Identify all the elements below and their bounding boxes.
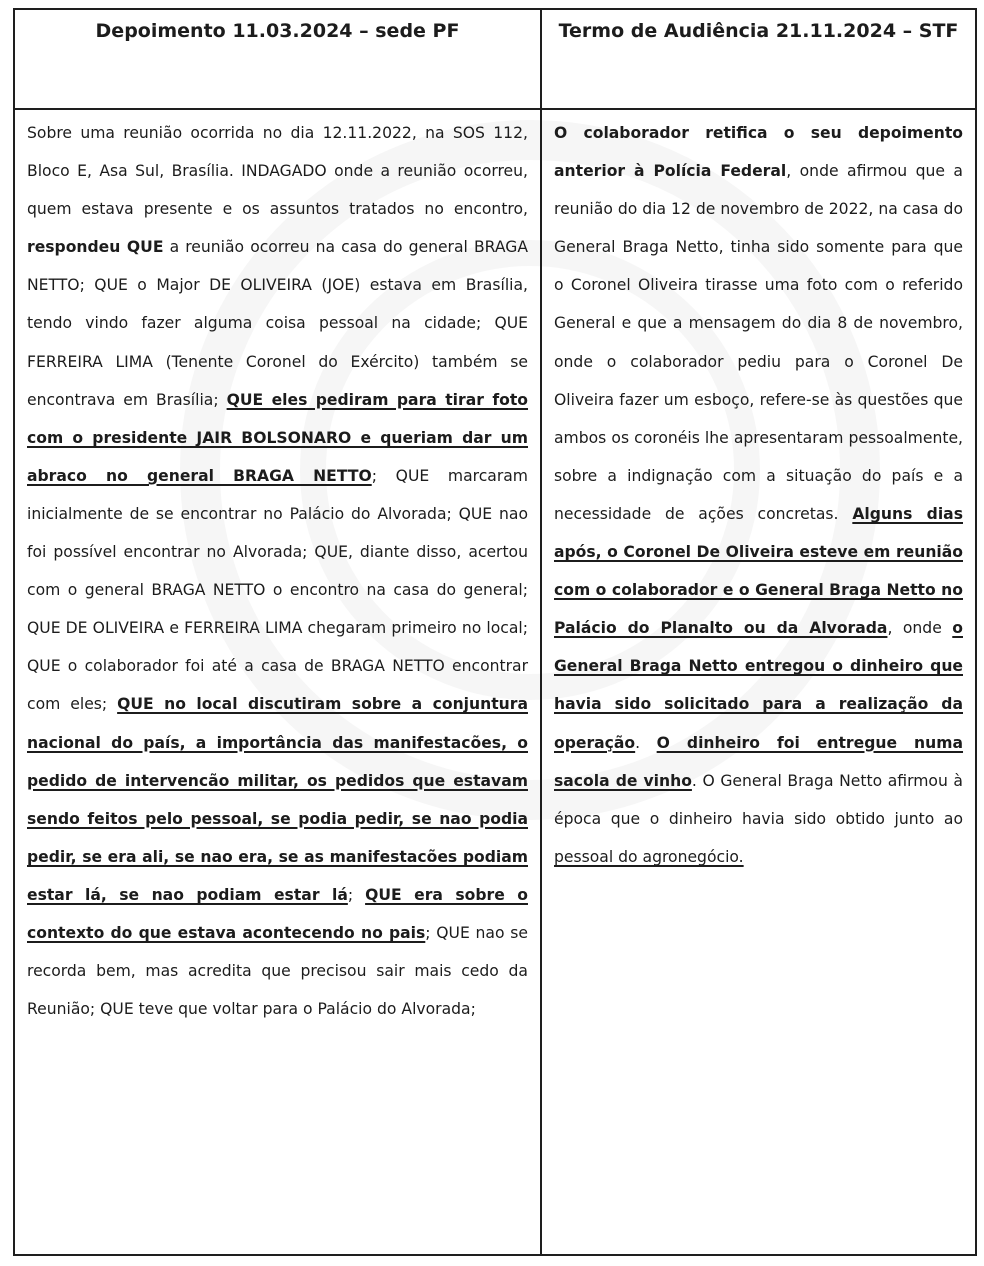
text-segment: ; QUE marcaram inicialmente de se encontrar no Palácio do Alvorada; QUE nao foi possível encontrar no Alvorada; QUE, diante disso, acertou com o general BRAGA NETTO o encontro na casa do general; QUE DE OLIVEIRA e FERREIRA LIMA chegaram primeiro no local; QUE o colaborador foi até a casa de BRAGA NETTO encontrar com eles; bbox=[27, 466, 528, 714]
header-left: Depoimento 11.03.2024 – sede PF bbox=[14, 9, 541, 109]
text-segment: . O General Braga Netto afirmou à época que o dinheiro havia sido obtido junto ao bbox=[554, 771, 963, 828]
text-segment: pessoal do agronegócio. bbox=[554, 847, 744, 866]
header-row bbox=[14, 9, 976, 109]
text-segment: ; QUE nao se recorda bem, mas acredita que precisou sair mais cedo da Reunião; QUE teve que voltar para o Palácio do Alvorada; bbox=[27, 923, 528, 1019]
right-paragraph bbox=[554, 114, 963, 876]
text-segment: a reunião ocorreu na casa do general BRAGA NETTO; QUE o Major DE OLIVEIRA (JOE) estava em Brasília, tendo vindo fazer alguma coisa pessoal na cidade; QUE FERREIRA LIMA (Tenente Coronel do Exército) também se encontrava em Brasília; bbox=[27, 238, 528, 409]
header-right: Termo de Audiência 21.11.2024 – STF bbox=[541, 9, 976, 109]
comparison-table bbox=[13, 8, 977, 1256]
text-segment: . bbox=[635, 733, 657, 752]
text-segment: ; bbox=[347, 885, 366, 904]
text-segment: O dinheiro foi entregue numa sacola de vinho bbox=[554, 733, 964, 790]
text-segment: , onde bbox=[887, 619, 953, 638]
text-segment: QUE eles pediram para tirar foto com o presidente JAIR BOLSONARO e queriam dar um abraco no general BRAGA NETTO bbox=[27, 390, 529, 485]
text-segment: o General Braga Netto entregou o dinheiro que havia sido solicitado para a realização da operação bbox=[554, 619, 963, 752]
text-segment: Sobre uma reunião ocorrida no dia 12.11.2022, na SOS 112, Bloco E, Asa Sul, Brasília. INDAGADO onde a reunião ocorreu, quem estava presente e os assuntos tratados no encontro, bbox=[27, 124, 528, 219]
body-row bbox=[14, 109, 976, 1255]
left-column-text bbox=[14, 109, 541, 1255]
text-segment: Alguns dias após, o Coronel De Oliveira esteve em reunião com o colaborador e o General Braga Netto no Palácio do Planalto ou da Alvorada bbox=[554, 504, 963, 638]
text-segment: QUE era sobre o contexto do que estava acontecendo no pais bbox=[27, 885, 528, 942]
right-column-text bbox=[541, 109, 976, 1255]
text-segment: O colaborador retifica o seu depoimento anterior à Polícia Federal bbox=[554, 124, 963, 181]
text-segment: QUE no local discutiram sobre a conjuntura nacional do país, a importância das manifestacões, o pedido de intervencão militar, os pedidos que estavam sendo feitos pelo pessoal, se podia pedir, se nao podia pedir, se era ali, se nao era, se as manifestacões podiam estar lá, se nao podiam estar lá bbox=[27, 695, 528, 904]
text-segment: , onde afirmou que a reunião do dia 12 de novembro de 2022, na casa do General Braga Netto, tinha sido somente para que o Coronel Oliveira tirasse uma foto com o referido General e que a mensagem do dia 8 de novembro, onde o colaborador pediu para o Coronel De Oliveira fazer um esboço, refere-se às questões que ambos os coronéis lhe apresentaram pessoalmente, sobre a indignação com a situação do país e a necessidade de ações concretas. bbox=[554, 162, 963, 523]
left-paragraph bbox=[27, 114, 528, 1028]
text-segment: respondeu QUE bbox=[27, 238, 164, 257]
